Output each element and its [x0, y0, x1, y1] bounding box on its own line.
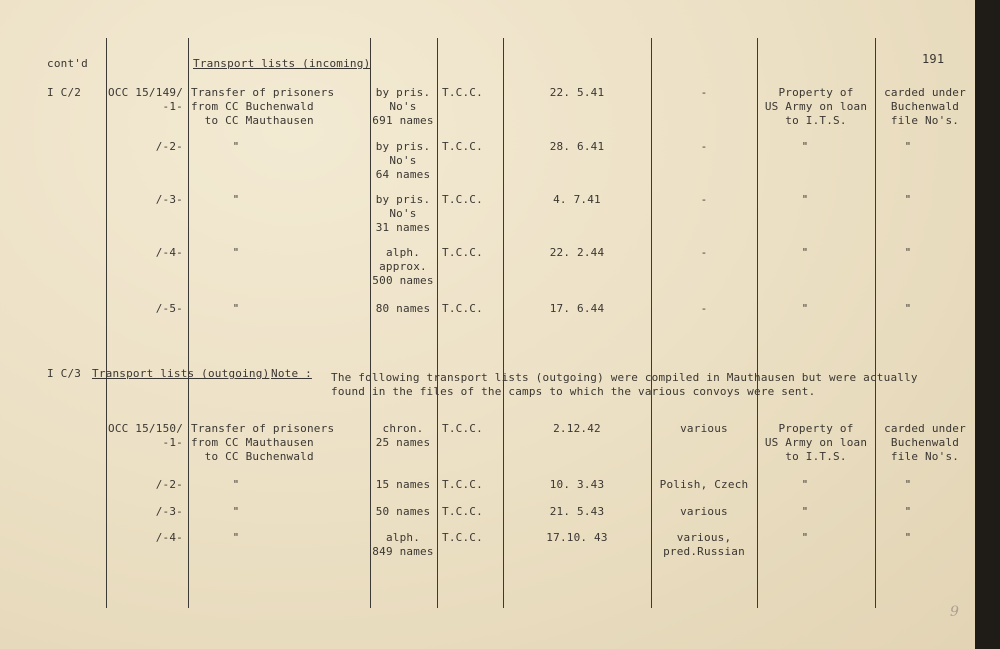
cell-status: "	[801, 140, 809, 153]
cell-status: Property of US Army on loan to I.T.S.	[764, 86, 868, 127]
cell-ref: /-3-	[155, 193, 183, 206]
cell-nat: Polish, Czech	[659, 478, 749, 491]
cell-date: 22. 2.44	[549, 246, 605, 259]
section-code: I C/3	[47, 367, 82, 380]
cell-desc: "	[232, 505, 240, 518]
cell-remark: "	[904, 531, 912, 544]
note-label: Note :	[271, 367, 312, 380]
cell-nat: various, pred.Russian	[663, 531, 745, 558]
cell-status: "	[801, 478, 809, 491]
cell-date: 21. 5.43	[549, 505, 605, 518]
page-title: Transport lists (incoming)	[193, 57, 371, 70]
cell-ref: OCC 15/149/ -1-	[108, 86, 184, 113]
cell-nat: -	[700, 140, 708, 153]
cell-form: alph. approx. 500 names	[372, 246, 434, 287]
cell-type: T.C.C.	[442, 193, 483, 206]
cell-nat: -	[700, 302, 708, 315]
cell-type: T.C.C.	[442, 246, 483, 259]
cell-form: by pris. No's 64 names	[375, 140, 431, 181]
cell-nat: -	[700, 193, 708, 206]
page-edge	[975, 0, 1000, 649]
cell-date: 4. 7.41	[553, 193, 601, 206]
cell-date: 10. 3.43	[549, 478, 605, 491]
cell-status: "	[801, 302, 809, 315]
cell-desc: "	[232, 140, 240, 153]
cell-date: 2.12.42	[553, 422, 601, 435]
contd-label: cont'd	[47, 57, 88, 70]
cell-remark: "	[904, 505, 912, 518]
cell-remark: "	[904, 302, 912, 315]
cell-remark: "	[904, 246, 912, 259]
note-text: The following transport lists (outgoing) were compiled in Mauthausen but were actually	[331, 371, 918, 384]
cell-form: by pris. No's 691 names	[372, 86, 434, 127]
column-rule	[106, 38, 107, 608]
column-rule	[503, 38, 504, 608]
column-rule	[188, 38, 189, 608]
cell-remark: carded under Buchenwald file No's.	[884, 422, 966, 463]
cell-status: Property of US Army on loan to I.T.S.	[764, 422, 868, 463]
cell-ref: OCC 15/150/ -1-	[108, 422, 184, 449]
section-code: I C/2	[47, 86, 82, 99]
cell-type: T.C.C.	[442, 505, 483, 518]
cell-desc: "	[232, 193, 240, 206]
cell-ref: /-3-	[155, 505, 183, 518]
cell-type: T.C.C.	[442, 302, 483, 315]
cell-status: "	[801, 246, 809, 259]
note-text: found in the files of the camps to which the various convoys were sent.	[331, 385, 816, 398]
cell-nat: -	[700, 246, 708, 259]
cell-nat: various	[680, 505, 728, 518]
cell-type: T.C.C.	[442, 478, 483, 491]
cell-ref: /-4-	[155, 531, 183, 544]
cell-status: "	[801, 531, 809, 544]
cell-desc: Transfer of prisoners from CC Buchenwald to CC Mauthausen	[191, 86, 335, 127]
cell-ref: /-2-	[155, 140, 183, 153]
column-rule	[651, 38, 652, 608]
cell-remark: "	[904, 478, 912, 491]
cell-desc: "	[232, 531, 240, 544]
page-number: 191	[922, 52, 945, 66]
cell-nat: -	[700, 86, 708, 99]
cell-type: T.C.C.	[442, 422, 483, 435]
cell-status: "	[801, 505, 809, 518]
cell-form: by pris. No's 31 names	[375, 193, 431, 234]
cell-desc: "	[232, 478, 240, 491]
cell-form: 50 names	[375, 505, 431, 518]
cell-desc: Transfer of prisoners from CC Mauthausen to CC Buchenwald	[191, 422, 335, 463]
cell-date: 28. 6.41	[549, 140, 605, 153]
cell-date: 17.10. 43	[546, 531, 608, 544]
cell-status: "	[801, 193, 809, 206]
cell-remark: "	[904, 193, 912, 206]
cell-type: T.C.C.	[442, 531, 483, 544]
cell-ref: /-4-	[155, 246, 183, 259]
cell-desc: "	[232, 246, 240, 259]
cell-nat: various	[680, 422, 728, 435]
cell-form: alph. 849 names	[372, 531, 434, 558]
corner-mark: 9	[950, 604, 959, 620]
cell-date: 22. 5.41	[549, 86, 605, 99]
cell-form: 15 names	[375, 478, 431, 491]
cell-type: T.C.C.	[442, 86, 483, 99]
cell-remark: "	[904, 140, 912, 153]
cell-form: chron. 25 names	[375, 422, 431, 449]
section-heading: Transport lists (outgoing)	[92, 367, 270, 380]
cell-ref: /-2-	[155, 478, 183, 491]
column-rule	[437, 38, 438, 608]
cell-desc: "	[232, 302, 240, 315]
cell-form: 80 names	[375, 302, 431, 315]
cell-type: T.C.C.	[442, 140, 483, 153]
cell-remark: carded under Buchenwald file No's.	[884, 86, 966, 127]
cell-date: 17. 6.44	[549, 302, 605, 315]
cell-ref: /-5-	[155, 302, 183, 315]
